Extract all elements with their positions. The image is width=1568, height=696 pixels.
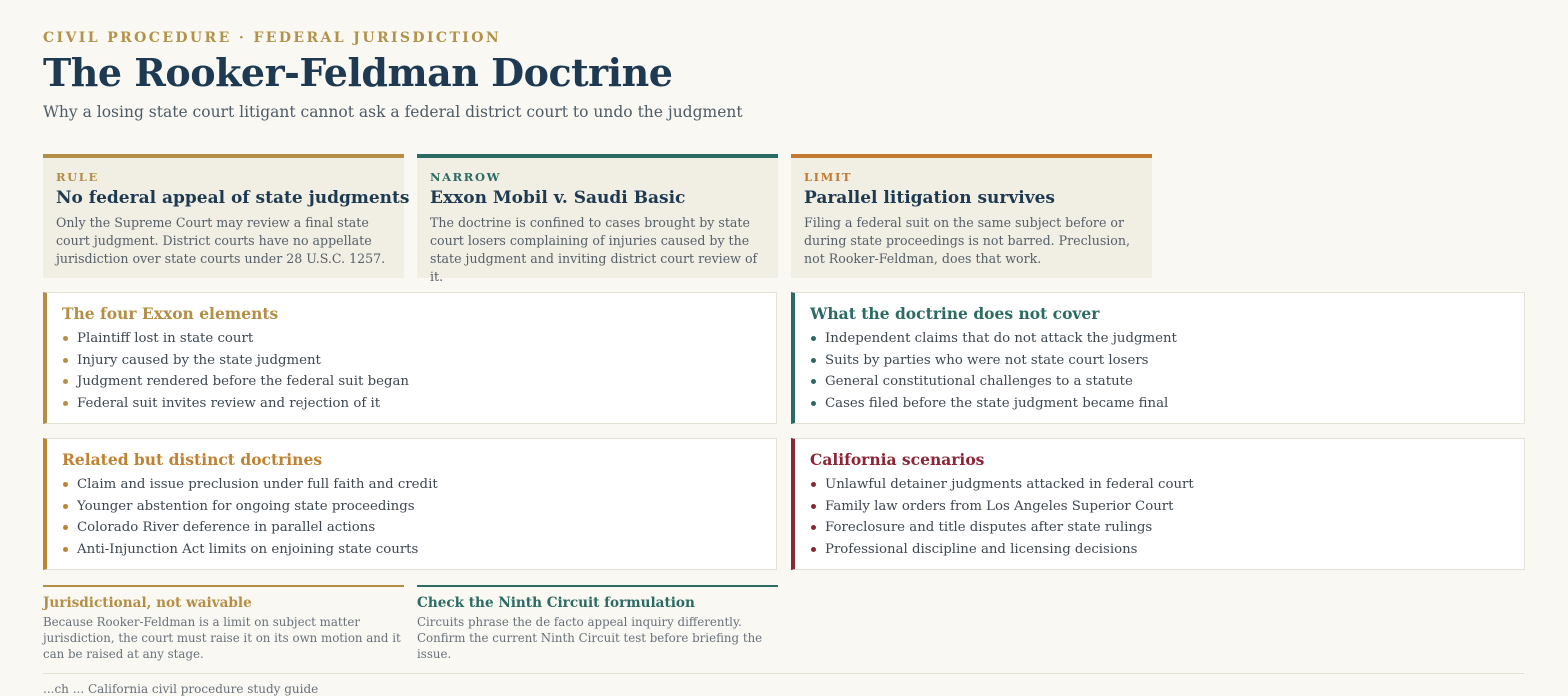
panel-title: Related but distinct doctrines <box>62 450 323 469</box>
panel-does-not-cover <box>791 292 1525 424</box>
panel-title: California scenarios <box>810 450 985 469</box>
note-body: Circuits phrase the de facto appeal inquiry differently. Confirm the current Ninth Circuit test before briefing the issue. <box>417 615 763 661</box>
bullet-list <box>810 474 1509 561</box>
list-item-text: Unlawful detainer judgments attacked in federal court <box>825 477 1194 492</box>
bullet-list <box>810 328 1509 415</box>
list-item <box>62 393 761 415</box>
list-item-text: Anti-Injunction Act limits on enjoining state courts <box>77 542 419 558</box>
panel-related-doctrines <box>43 438 777 570</box>
card-body: Filing a federal suit on the same subject before or during state proceedings is not barred. Preclusion, not Rooker-Feldman, does that work. <box>804 215 1131 266</box>
card-tag: LIMIT <box>804 170 853 184</box>
list-item-text: Plaintiff lost in state court <box>77 331 254 346</box>
list-item-text: Suits by parties who were not state court losers <box>825 352 1149 368</box>
note-body: Because Rooker-Feldman is a limit on subject matter jurisdiction, the court must raise it on its own motion and it can be raised at any stage. <box>43 615 401 661</box>
list-item <box>810 539 1509 561</box>
list-item-text: General constitutional challenges to a statute <box>825 374 1133 390</box>
list-item-text: Family law orders from Los Angeles Superior Court <box>825 498 1174 514</box>
list-item-text: Injury caused by the state judgment <box>77 352 321 368</box>
list-item <box>62 474 761 496</box>
list-item <box>810 371 1509 393</box>
panel-exxon-elements <box>43 292 777 424</box>
eyebrow-label: CIVIL PROCEDURE · FEDERAL JURISDICTION <box>43 30 502 46</box>
bullet-list <box>62 474 761 561</box>
list-item-text: Independent claims that do not attack the judgment <box>825 331 1177 346</box>
list-item-text: Professional discipline and licensing decisions <box>825 542 1138 558</box>
card-narrow <box>417 154 778 284</box>
list-item <box>810 350 1509 372</box>
card-body: Only the Supreme Court may review a final state court judgment. District courts have no appellate jurisdiction over state courts under 28 U.S.C. 1257. <box>56 215 386 266</box>
list-item <box>810 328 1509 350</box>
list-item-text: Federal suit invites review and rejection of it <box>77 396 381 412</box>
panel-california-scenarios <box>791 438 1525 570</box>
page-title: The Rooker-Feldman Doctrine <box>43 50 673 95</box>
list-item-text: Foreclosure and title disputes after state rulings <box>825 520 1153 536</box>
list-item <box>810 496 1509 518</box>
list-item-text: Younger abstention for ongoing state proceedings <box>77 498 415 514</box>
list-item-text: Colorado River deference in parallel actions <box>77 520 376 536</box>
card-body: The doctrine is confined to cases brought by state court losers complaining of injuries caused by the state judgment and inviting district court review of it. <box>430 215 758 284</box>
footer-divider <box>43 673 1524 674</box>
panel-title: The four Exxon elements <box>62 304 279 323</box>
list-item <box>810 393 1509 415</box>
list-item <box>810 517 1509 539</box>
list-item <box>810 474 1509 496</box>
note-ninth-circuit <box>417 585 778 662</box>
footer-text: ...ch ... California civil procedure study guide <box>43 682 319 696</box>
card-title: Parallel litigation survives <box>804 188 1055 208</box>
list-item <box>62 328 761 350</box>
page-subtitle: Why a losing state court litigant cannot ask a federal district court to undo the judgment <box>43 103 743 121</box>
note-title: Jurisdictional, not waivable <box>43 595 252 611</box>
list-item <box>62 496 761 518</box>
panel-title: What the doctrine does not cover <box>810 304 1100 323</box>
list-item <box>62 517 761 539</box>
bullet-list <box>62 328 761 415</box>
card-tag: NARROW <box>430 170 502 184</box>
list-item <box>62 350 761 372</box>
list-item <box>62 539 761 561</box>
list-item <box>62 371 761 393</box>
card-title: Exxon Mobil v. Saudi Basic <box>430 188 686 208</box>
note-jurisdictional <box>43 585 404 662</box>
list-item-text: Judgment rendered before the federal suit began <box>77 374 409 390</box>
note-title: Check the Ninth Circuit formulation <box>417 595 695 611</box>
card-title: No federal appeal of state judgments <box>56 188 410 208</box>
card-tag: RULE <box>56 170 99 184</box>
card-limit <box>791 154 1152 278</box>
list-item-text: Cases filed before the state judgment became final <box>825 396 1169 412</box>
card-rule <box>43 154 410 278</box>
list-item-text: Claim and issue preclusion under full faith and credit <box>77 477 438 492</box>
